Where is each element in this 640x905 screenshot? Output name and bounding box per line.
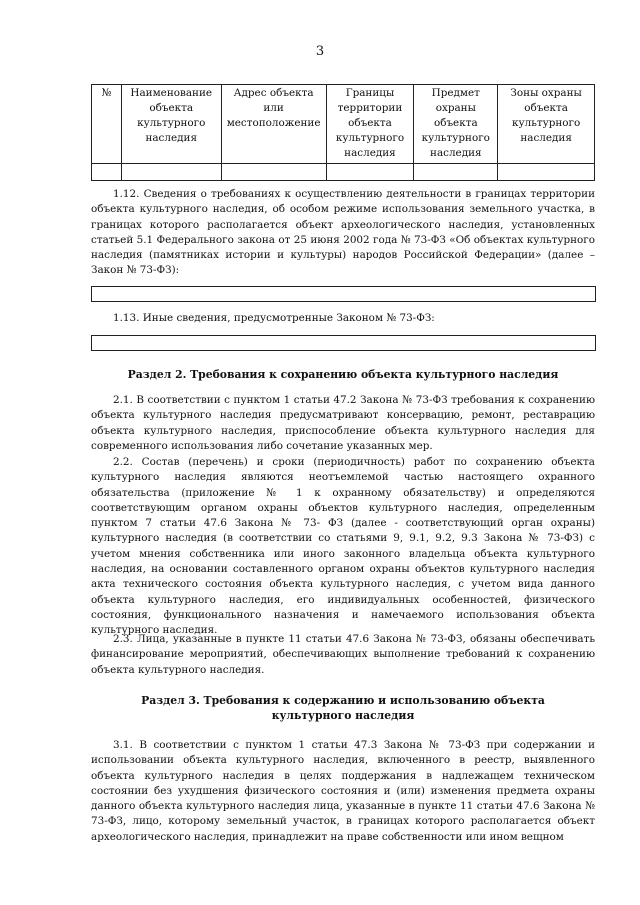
paragraph-2-2: 2.2. Состав (перечень) и сроки (периодичность) работ по сохранению объекта культурного наследия являются неотъемлемой частью настоящего охранного обязательства (приложение № 1 к охранному обязательству) и определяются соответствующим органом охраны объектов культурного наследия, определенным пунктом 7 статьи 47.6 Закона № 73- ФЗ (далее - соответствующий орган охраны) культурного наследия (в соответствии со статьями 9, 9.1, 9.2, 9.3 Закона № 73-ФЗ) с учетом мнения собственника или иного законного владельца объекта культурного наследия, на основании составленного органом охраны объектов культурного наследия акта технического состояния объекта культурного наследия, с учетом вида данного объекта культурного наследия, его индивидуальных особенностей, физического состояния, функционального назначения и намечаемого использования объекта культурного наследия.: [91, 456, 595, 637]
table-cell[interactable]: [92, 164, 122, 181]
table-cell[interactable]: [121, 164, 221, 181]
paragraph-2-1: 2.1. В соответствии с пунктом 1 статьи 47.2 Закона № 73-ФЗ требования к сохранению объекта культурного наследия предусматривают консервацию, ремонт, реставрацию объекта культурного наследия, приспособление объекта культурного наследия для современного использования либо сочетание указанных мер.: [91, 394, 595, 452]
header-protection-zones: Зоны охраны объекта культурного наследия: [498, 85, 595, 164]
paragraph-1-13: 1.13. Иные сведения, предусмотренные Законом № 73-ФЗ:: [113, 312, 435, 324]
paragraph-3-1: 3.1. В соответствии с пунктом 1 статьи 47.3 Закона № 73-ФЗ при содержании и использовании объекта культурного наследия, включенного в реестр, выявленного объекта культурного наследия в целях поддержания в надлежащем техническом состоянии без ухудшения физического состояния и (или) изменения предмета охраны данного объекта культурного наследия лица, указанные в пункте 11 статьи 47.6 Закона № 73-ФЗ, лицо, которому земельный участок, в границах которого располагается объект археологического наследия, принадлежит на праве собственности или ином вещном: [91, 739, 595, 843]
field-1-12-box[interactable]: [91, 286, 596, 302]
table-cell[interactable]: [221, 164, 326, 181]
table-cell[interactable]: [498, 164, 595, 181]
header-address: Адрес объекта или местоположение: [221, 85, 326, 164]
header-number: №: [92, 85, 122, 164]
paragraph-2-3: 2.3. Лица, указанные в пункте 11 статьи 47.6 Закона № 73-ФЗ, обязаны обеспечивать финансирование мероприятий, обеспечивающих выполнение требований к сохранению объекта культурного наследия.: [91, 633, 595, 676]
page-number: 3: [315, 44, 325, 59]
table-row: [92, 164, 595, 181]
header-territory-boundaries: Границы территории объекта культурного наследия: [326, 85, 414, 164]
cultural-heritage-table: [91, 84, 595, 181]
table-cell[interactable]: [326, 164, 414, 181]
header-protection-subject: Предмет охраны объекта культурного наследия: [414, 85, 498, 164]
table-header-row: [92, 85, 595, 164]
paragraph-1-12: 1.12. Сведения о требованиях к осуществлению деятельности в границах территории объекта культурного наследия, об особом режиме использования земельного участка, в границах которого располагается объект археологического наследия, установленных статьей 5.1 Федерального закона от 25 июня 2002 года № 73-ФЗ «Об объектах культурного наследия (памятниках истории и культуры) народов Российской Федерации» (далее – Закон № 73-ФЗ):: [91, 188, 595, 277]
section-3-title-line-1: Раздел 3. Требования к содержанию и использованию объекта: [141, 694, 545, 707]
section-2-title: Раздел 2. Требования к сохранению объекта культурного наследия: [127, 368, 559, 381]
field-1-13-box[interactable]: [91, 335, 596, 351]
table-cell[interactable]: [414, 164, 498, 181]
section-3-title-line-2: культурного наследия: [271, 709, 415, 722]
header-object-name: Наименование объекта культурного наследия: [121, 85, 221, 164]
section-3-title: [91, 693, 595, 723]
